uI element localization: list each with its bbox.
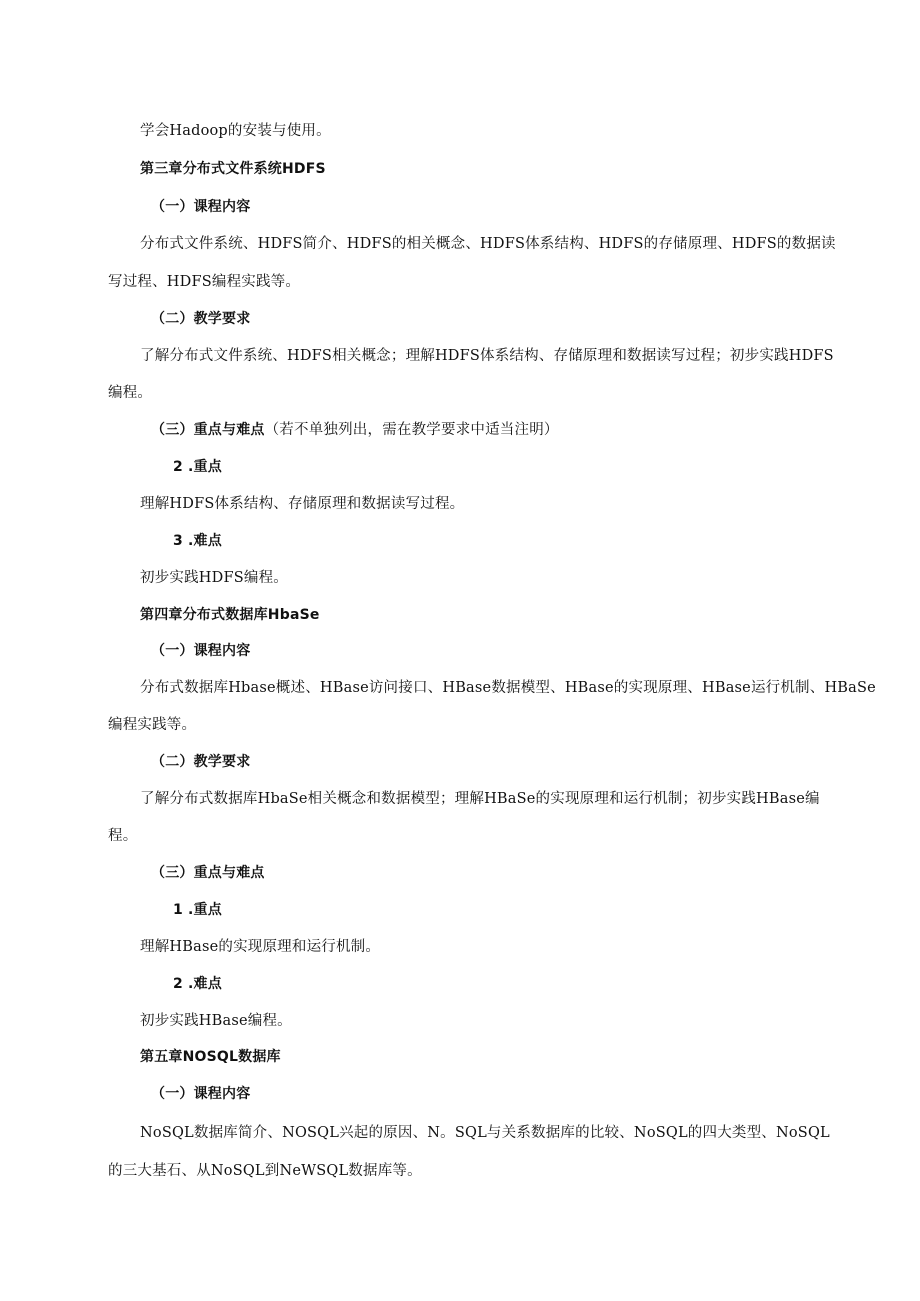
body-text: NoSQL数据库简介、NOSQL兴起的原因、N。SQL与关系数据库的比较、NoSQL的四大类型、NoSQL [140, 1125, 830, 1141]
section-heading: （二）教学要求 [151, 754, 251, 770]
subsection-heading: 1 .重点 [173, 902, 222, 918]
subsection-heading: 2 .难点 [173, 976, 222, 992]
body-text: 初步实践HBase编程。 [140, 1013, 292, 1029]
body-text: 了解分布式数据库HbaSe相关概念和数据模型；理解HBaSe的实现原理和运行机制；初步实践HBase编 [140, 791, 820, 807]
section-heading: （一）课程内容 [151, 1086, 251, 1102]
chapter-heading: 第四章分布式数据库HbaSe [140, 607, 320, 623]
subsection-heading: 2 .重点 [173, 459, 222, 475]
body-text: 编程实践等。 [108, 717, 197, 733]
body-text: 学会Hadoop的安装与使用。 [140, 123, 331, 139]
section-heading: （二）教学要求 [151, 311, 251, 327]
section-heading: （一）课程内容 [151, 643, 251, 659]
chapter-heading: 第五章NOSQL数据库 [140, 1049, 281, 1065]
heading-note: （若不单独列出，需在教学要求中适当注明） [264, 422, 559, 438]
body-text: 分布式数据库Hbase概述、HBase访问接口、HBase数据模型、HBase的实现原理、HBase运行机制、HBaSe [140, 680, 876, 696]
body-text: 写过程、HDFS编程实践等。 [108, 274, 301, 290]
section-heading: （一）课程内容 [151, 199, 251, 215]
body-text: 的三大基石、从NoSQL到NeWSQL数据库等。 [108, 1163, 422, 1179]
body-text: 程。 [108, 828, 138, 844]
body-text: 理解HBase的实现原理和运行机制。 [140, 939, 381, 955]
body-text: 编程。 [108, 385, 153, 401]
section-heading-with-note [151, 420, 559, 440]
section-heading: （三）重点与难点 [151, 422, 265, 438]
body-text: 分布式文件系统、HDFS简介、HDFS的相关概念、HDFS体系结构、HDFS的存储原理、HDFS的数据读 [140, 236, 836, 252]
body-text: 理解HDFS体系结构、存储原理和数据读写过程。 [140, 496, 465, 512]
body-text: 了解分布式文件系统、HDFS相关概念；理解HDFS体系结构、存储原理和数据读写过程；初步实践HDFS [140, 348, 834, 364]
body-text: 初步实践HDFS编程。 [140, 570, 288, 586]
subsection-heading: 3 .难点 [173, 533, 222, 549]
chapter-heading: 第三章分布式文件系统HDFS [140, 161, 326, 177]
section-heading: （三）重点与难点 [151, 865, 265, 881]
